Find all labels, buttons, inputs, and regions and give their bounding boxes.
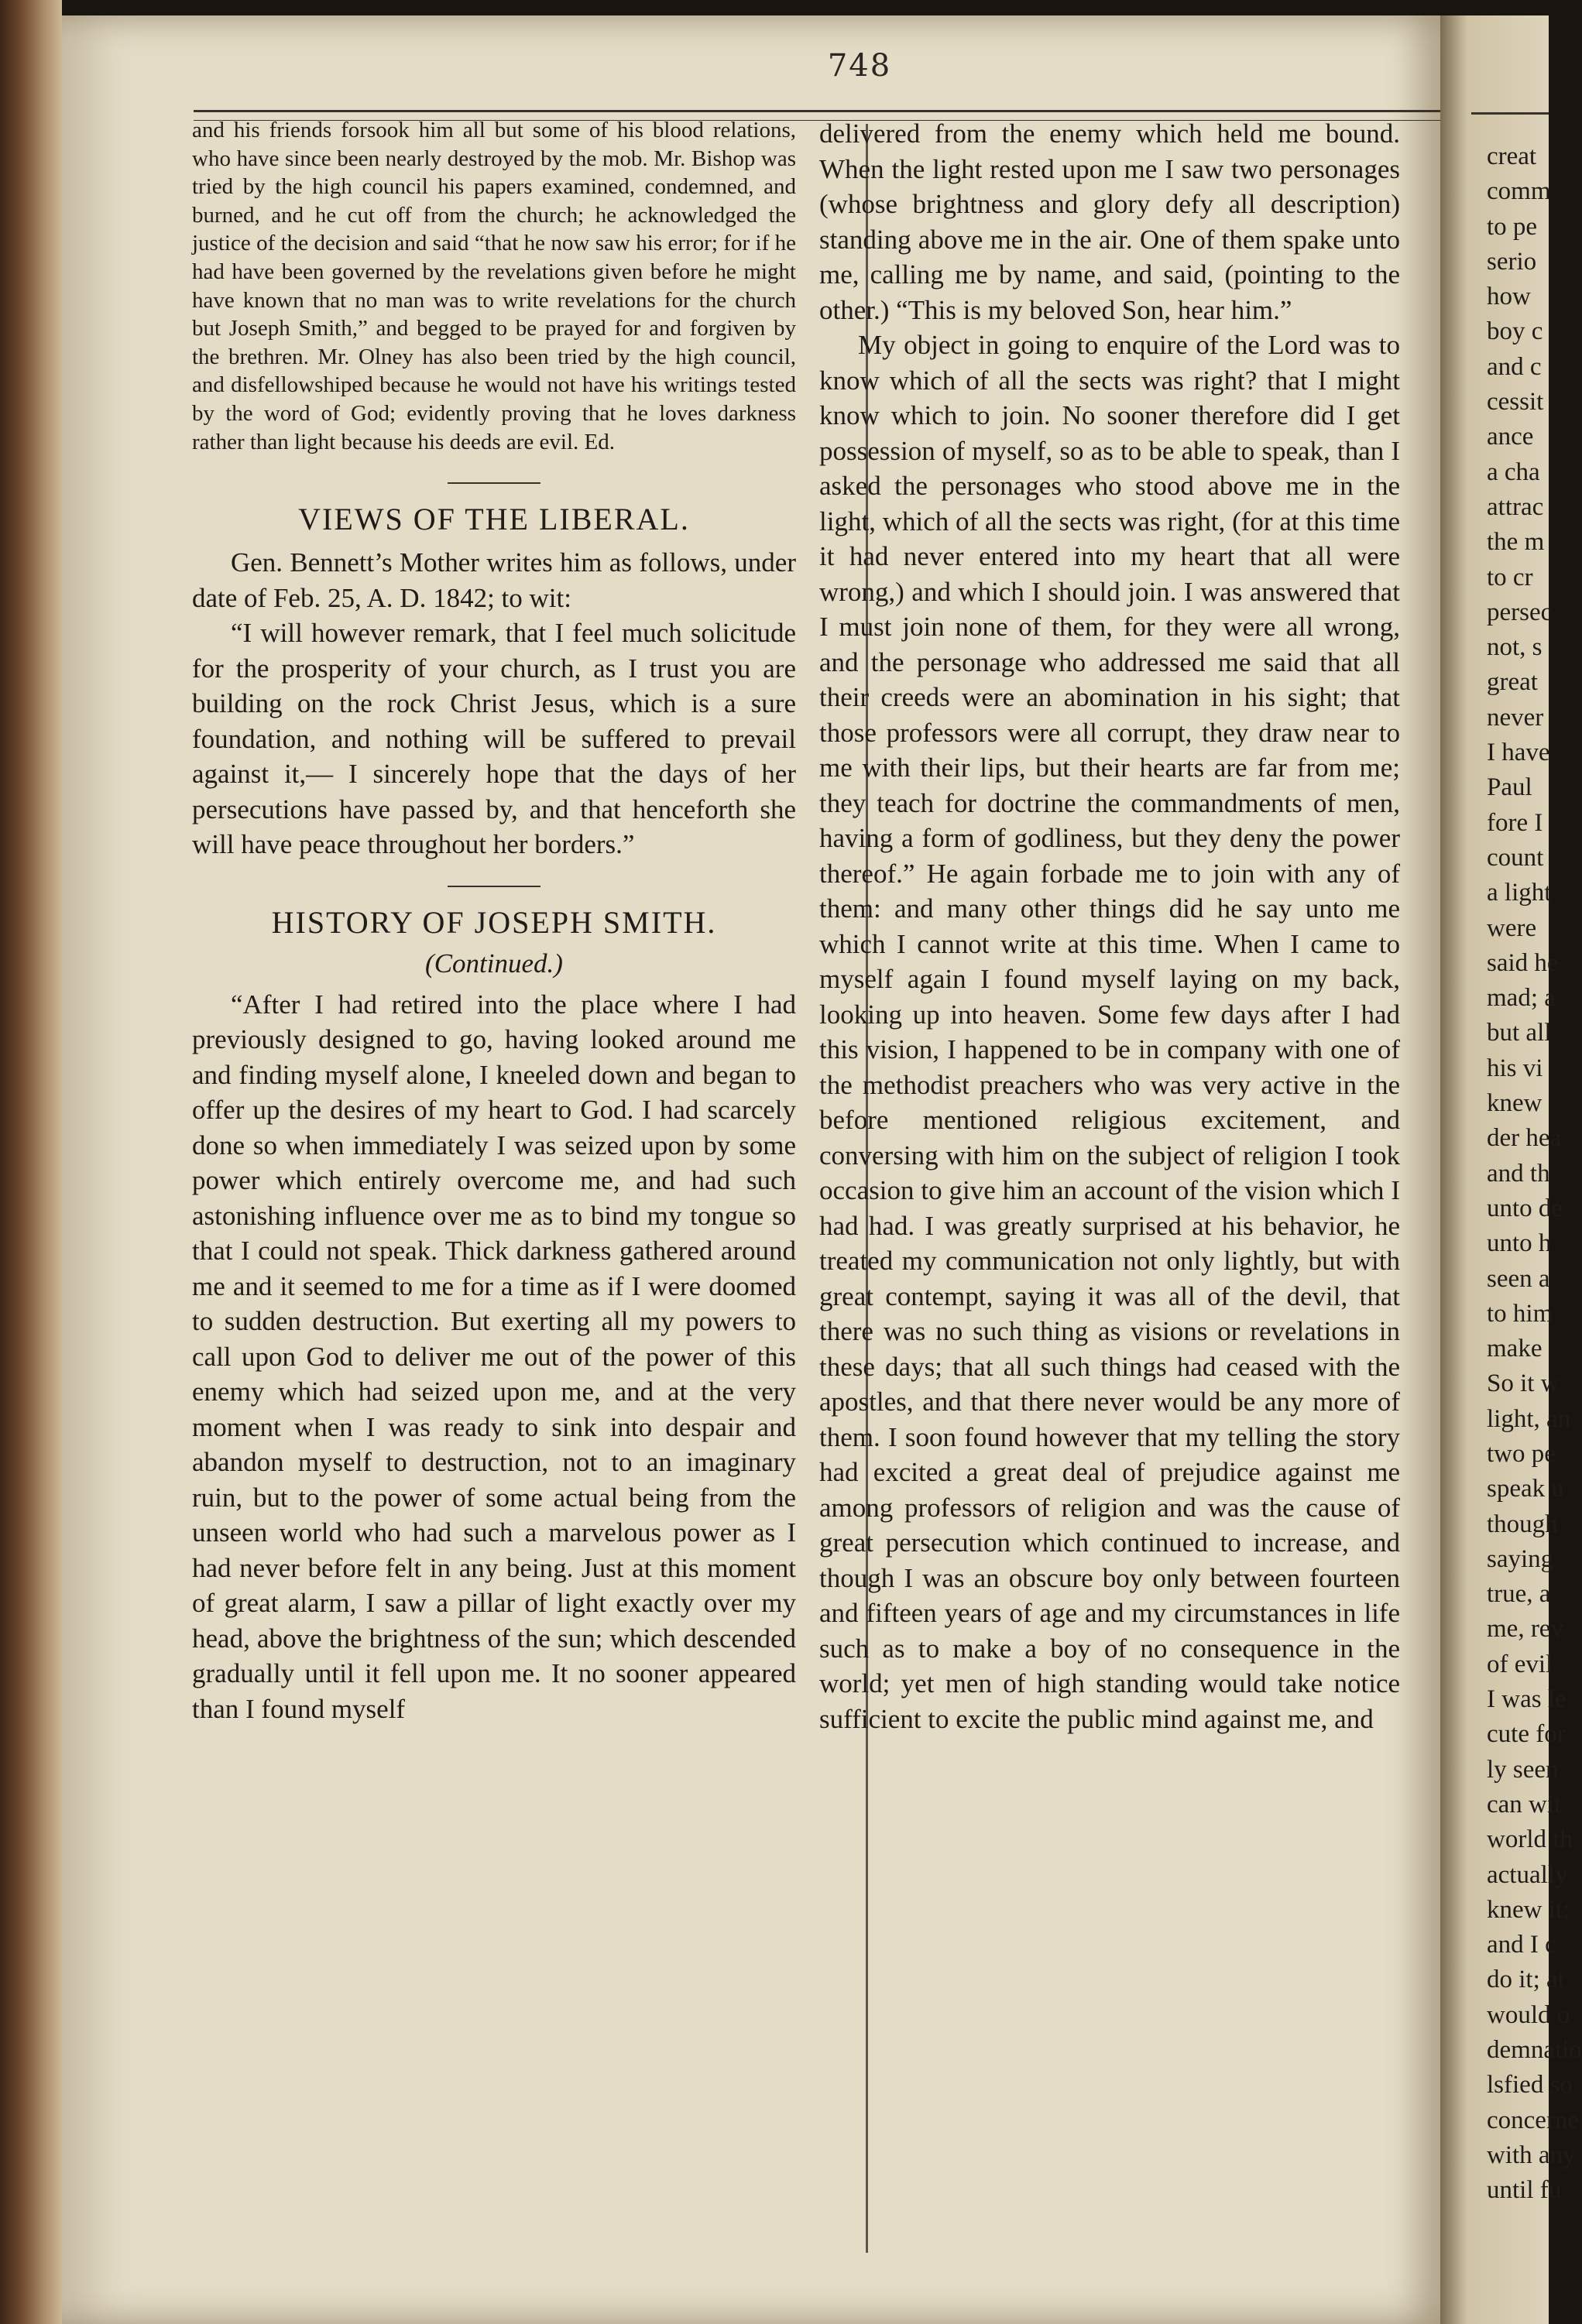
- next-page-word: not, s: [1487, 633, 1543, 662]
- next-page-word: light, an: [1487, 1404, 1571, 1433]
- vision-paragraph: delivered from the enemy which held me bound. When the light rested upon me I saw two personages (whose brightness and glory defy all description) standing above me in the air. One of them spake unto me, calling me by name, and said, (pointing to the other.) “This is my beloved Son, hear him.”: [819, 118, 1400, 325]
- next-page-word: serio: [1487, 247, 1537, 276]
- next-page-word: to cr: [1487, 563, 1533, 591]
- section-rule: [448, 886, 540, 887]
- next-page-word: but all: [1487, 1019, 1552, 1047]
- next-page-word: ance: [1487, 423, 1534, 451]
- next-page-word: I was le: [1487, 1685, 1567, 1714]
- next-page-rule: [1471, 112, 1549, 115]
- next-page-word: a cha: [1487, 458, 1540, 486]
- next-page-word: were: [1487, 913, 1537, 942]
- next-page-word: creat: [1487, 142, 1537, 170]
- next-page-word: saying: [1487, 1544, 1554, 1573]
- next-page-word: never: [1487, 703, 1544, 732]
- left-column: [192, 116, 796, 1726]
- views-quote: “I will however remark, that I feel much solicitude for the prosperity of your church, as I trust you are building on the rock Christ Jesus, which is a sure foundation, and nothing will be suffered to prevail against it,— I sincerely hope that the days of her persecutions have passed by, and that henceforth she will have peace throughout her borders.”: [192, 618, 796, 860]
- next-page-word: knew it;: [1487, 1895, 1570, 1924]
- next-page-word: until fu: [1487, 2176, 1562, 2205]
- next-page-word: the m: [1487, 528, 1545, 557]
- next-page-word: two pe: [1487, 1439, 1556, 1468]
- next-page-word: and th: [1487, 1159, 1550, 1188]
- next-page-word: speak u: [1487, 1475, 1564, 1503]
- next-page-word: I have: [1487, 739, 1550, 767]
- right-column: [819, 116, 1400, 1736]
- next-page-word: comm: [1487, 177, 1551, 206]
- page-number: 748: [827, 48, 892, 84]
- next-page-word: would o: [1487, 2000, 1570, 2029]
- next-page-word: how: [1487, 283, 1531, 311]
- next-page-word: cute for: [1487, 1720, 1566, 1749]
- next-page-word: do it; at: [1487, 1966, 1565, 1994]
- next-page-word: of evil: [1487, 1650, 1553, 1678]
- next-page-word: true, a: [1487, 1580, 1551, 1609]
- next-page-word: lsfied so: [1487, 2071, 1573, 2099]
- next-page-word: world th: [1487, 1825, 1573, 1854]
- next-page-word: a light: [1487, 879, 1552, 907]
- next-page-word: to pe: [1487, 212, 1538, 241]
- next-page-edge: [1440, 15, 1582, 2324]
- editor-note: and his friends forsook him all but some of his blood relations, who have since been nearly destroyed by the mob. Mr. Bishop was tried by the high council his papers examined, condemned, and burned, and he cut off from the church; he acknowledged the justice of the decision and said “that he now saw his error; for if he had have been governed by the revelations given before he might have known that no man was to write revelations for the church but Joseph Smith,” and begged to be prayed for and forgiven by the brethren. Mr. Olney has also been tried by the high council, and disfellowshiped because he would not have his writings tested by the word of God; evidently proving that he loves darkness rather than light because his deeds are evil. Ed.: [192, 118, 796, 454]
- book-edge: [0, 0, 62, 2324]
- next-page-word: though: [1487, 1510, 1558, 1538]
- next-page-word: seen a: [1487, 1264, 1550, 1293]
- history-text: “After I had retired into the place where I had previously designed to go, having looked around me and finding myself alone, I kneeled down and began to offer up the desires of my heart to God. I had scarcely done so when immediately I was seized upon by some power which entirely overcome me, and had such astonishing influence over me as to bind my tongue so that I could not speak. Thick darkness gathered around me and it seemed to me for a time as if I were doomed to sudden destruction. But exerting all my powers to call upon God to deliver me out of the power of this enemy which had seized upon me, and at the very moment when I was ready to sink into despair and abandon myself to destruction, not to an imaginary ruin, but to the power of some actual being from the unseen world who had such a marvelous power as I had never before felt in any being. Just at this moment of great alarm, I saw a pillar of light exactly over my head, above the brightness of the sun; which descended gradually until it fell upon me. It no sooner appeared than I found myself: [192, 989, 796, 1724]
- next-page-word: can wit: [1487, 1790, 1562, 1818]
- next-page-word: Paul: [1487, 773, 1532, 802]
- next-page-word: cessit: [1487, 388, 1544, 416]
- next-page-word: concerne: [1487, 2106, 1580, 2134]
- next-page-word: So it w: [1487, 1369, 1560, 1398]
- next-page-word: attrac: [1487, 492, 1544, 521]
- section-rule: [448, 482, 540, 484]
- next-page-word: fore I: [1487, 808, 1543, 837]
- next-page-word: and c: [1487, 352, 1542, 381]
- next-page-word: unto h: [1487, 1229, 1552, 1258]
- next-page-word: his vi: [1487, 1054, 1543, 1082]
- views-intro: Gen. Bennett’s Mother writes him as follows, under date of Feb. 25, A. D. 1842; to wit:: [192, 547, 796, 613]
- next-page-word: with any: [1487, 2141, 1576, 2169]
- next-page-word: make: [1487, 1335, 1543, 1363]
- next-page-word: and I c: [1487, 1931, 1556, 1959]
- next-page-word: demnatio: [1487, 2036, 1582, 2065]
- history-heading: HISTORY OF JOSEPH SMITH.: [271, 904, 717, 940]
- next-page-word: knew: [1487, 1089, 1543, 1118]
- views-heading: VIEWS OF THE LIBERAL.: [298, 502, 690, 537]
- next-page-word: unto de: [1487, 1194, 1563, 1222]
- next-page-word: ly seen: [1487, 1755, 1559, 1784]
- next-page-word: persec: [1487, 598, 1553, 626]
- next-page-word: to him: [1487, 1299, 1553, 1328]
- next-page-word: me, rev: [1487, 1615, 1563, 1644]
- next-page-word: mad; a: [1487, 984, 1556, 1013]
- sects-paragraph: My object in going to enquire of the Lord was to know which of all the sects was right? that I might know which to join. No sooner therefore did I get possession of myself, so as to be able to speak, than I asked the personages who stood above me in the light, which of all the sects was right, (for at this time it had never entered into my heart that all were wrong,) and which I should join. I was answered that I must join none of them, for they were all wrong, and the personage who addressed me said that all their creeds were an abomination in his sight; that those professors were all corrupt, they draw near to me with their lips, but their hearts are far from me; they teach for doctrine the commandments of men, having a form of godliness, but they deny the power thereof.” He again forbade me to join with any of them: and many other things did he say unto me which I cannot write at this time. When I came to myself again I found myself laying on my back, looking up into heaven. Some few days after I had this vision, I happened to be in company with one of the methodist preachers who was very active in the before mentioned religious excitement, and conversing with him on the subject of religion I took occasion to give him an account of the vision which I had had. I was greatly surprised at his behavior, he treated my communication not only lightly, but with great contempt, saying it was all of the devil, that there was no such thing as visions or revelations in these days; that all such things had ceased with the apostles, and that there never would be any more of them. I soon found however that my telling the story had excited a great deal of prejudice against me among professors of religion and was the cause of great persecution which continued to increase, and though I was an obscure boy only between fourteen and fifteen years of age and my circumstances in life such as to make a boy of no consequence in the world; yet men of high standing would take notice sufficient to excite the public mind against me, and: [819, 330, 1400, 1734]
- next-page-word: boy c: [1487, 317, 1543, 346]
- next-page-word: great: [1487, 668, 1538, 697]
- next-page-word: der hea: [1487, 1124, 1562, 1153]
- next-page-word: said he: [1487, 948, 1559, 977]
- history-subheading: (Continued.): [425, 948, 563, 979]
- next-page-word: actually: [1487, 1860, 1568, 1889]
- next-page-word: count: [1487, 843, 1544, 872]
- next-page-fragments: [1487, 139, 1582, 2209]
